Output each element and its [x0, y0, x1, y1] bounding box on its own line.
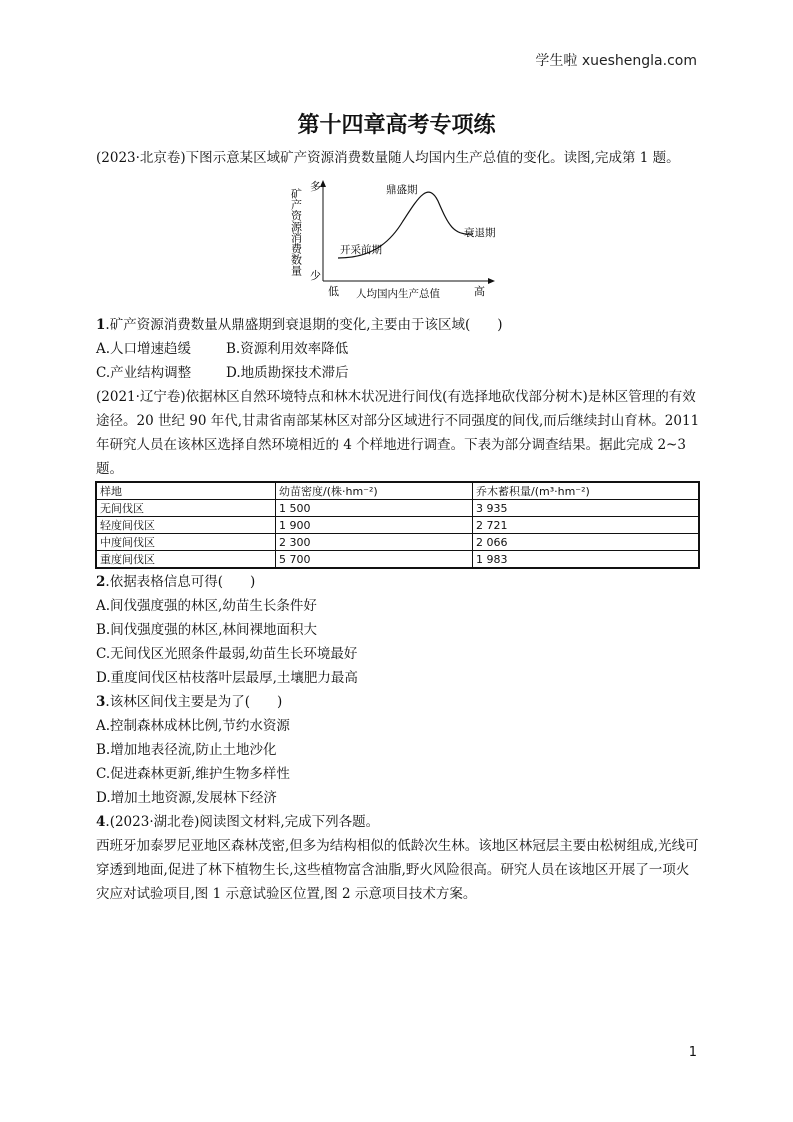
table-cell: 5 700 [276, 551, 473, 569]
q1-number: 1 [96, 317, 106, 333]
q2-option-a: A.间伐强度强的林区,幼苗生长条件好 [96, 598, 317, 614]
chart-stage-decline: 衰退期 [464, 227, 496, 239]
chart-y-high: 多 [310, 180, 321, 193]
table-cell: 1 983 [473, 551, 700, 569]
chart-stage-start: 开采前期 [340, 244, 382, 256]
question-3 [96, 690, 700, 810]
q1-option-a: A.人口增速趋缓 [96, 341, 192, 357]
question-4 [96, 810, 700, 906]
table-cell: 轻度间伐区 [96, 517, 276, 534]
table-row [96, 517, 699, 534]
table-header: 幼苗密度/(株·hm⁻²) [276, 482, 473, 500]
intro-q2-q3: (2021·辽宁卷)依据林区自然环境特点和林木状况进行间伐(有选择地砍伐部分树木)是林区管理的有效途径。20 世纪 90 年代,甘肃省南部某林区对部分区域进行不同强度的间伐,而后继续封山育林。2011 年研究人员在该林区选择自然环境相近的 4 个样地进行调查。下表为部分调查结果。据此完成 2~3 题。 [96, 389, 700, 477]
page-number: 1 [688, 1045, 697, 1060]
question-1 [96, 313, 700, 385]
site-watermark: 学生啦 xueshengla.com [535, 53, 697, 69]
page-title: 第十四章高考专项练 [297, 113, 496, 138]
q2-number: 2 [96, 574, 106, 590]
survey-table [95, 481, 700, 569]
q3-number: 3 [96, 694, 106, 710]
chart-x-low: 低 [328, 285, 339, 298]
q3-option-a: A.控制森林成林比例,节约水资源 [96, 718, 290, 734]
q3-option-c: C.促进森林更新,维护生物多样性 [96, 766, 290, 782]
q2-option-c: C.无间伐区光照条件最弱,幼苗生长环境最好 [96, 646, 358, 662]
q2-option-b: B.间伐强度强的林区,林间裸地面积大 [96, 622, 318, 638]
q1-option-b: B.资源利用效率降低 [226, 341, 349, 357]
table-cell: 3 935 [473, 500, 700, 517]
table-cell: 无间伐区 [96, 500, 276, 517]
table-cell: 1 900 [276, 517, 473, 534]
table-row [96, 534, 699, 551]
table-header-row [96, 482, 699, 500]
table-header: 样地 [96, 482, 276, 500]
q1-option-c: C.产业结构调整 [96, 365, 192, 381]
table-cell: 2 066 [473, 534, 700, 551]
table-cell: 2 721 [473, 517, 700, 534]
q1-option-d: D.地质勘探技术滞后 [226, 365, 349, 381]
chart-stage-peak: 鼎盛期 [386, 184, 418, 196]
resource-consumption-chart [288, 176, 498, 301]
table-row [96, 500, 699, 517]
q2-option-d: D.重度间伐区枯枝落叶层最厚,土壤肥力最高 [96, 670, 358, 686]
q1-stem: .矿产资源消费数量从鼎盛期到衰退期的变化,主要由于该区域( ) [105, 317, 503, 333]
q4-number: 4 [96, 814, 106, 830]
q3-option-d: D.增加土地资源,发展林下经济 [96, 790, 277, 806]
q4-body: 西班牙加泰罗尼亚地区森林茂密,但多为结构相似的低龄次生林。该地区林冠层主要由松树组成,光线可穿透到地面,促进了林下植物生长,这些植物富含油脂,野火风险很高。研究人员在该地区开展了一项火灾应对试验项目,图 1 示意试验区位置,图 2 示意项目技术方案。 [96, 838, 699, 902]
question-2 [96, 570, 700, 690]
chart-x-label: 人均国内生产总值 [356, 288, 440, 300]
table-header: 乔木蓄积量/(m³·hm⁻²) [473, 482, 700, 500]
table-cell: 重度间伐区 [96, 551, 276, 569]
chart-x-high: 高 [474, 285, 485, 298]
q4-stem: .(2023·湖北卷)阅读图文材料,完成下列各题。 [105, 814, 380, 830]
table-cell: 2 300 [276, 534, 473, 551]
q3-option-b: B.增加地表径流,防止土地沙化 [96, 742, 277, 758]
q3-stem: .该林区间伐主要是为了( ) [105, 694, 283, 710]
table-cell: 中度间伐区 [96, 534, 276, 551]
chart-y-low: 少 [310, 269, 321, 282]
chart-y-label: 矿产资源消费数量 [289, 188, 303, 276]
table-row [96, 551, 699, 569]
q2-stem: .依据表格信息可得( ) [105, 574, 256, 590]
table-cell: 1 500 [276, 500, 473, 517]
intro-q1: (2023·北京卷)下图示意某区域矿产资源消费数量随人均国内生产总值的变化。读图,完成第 1 题。 [96, 150, 680, 166]
